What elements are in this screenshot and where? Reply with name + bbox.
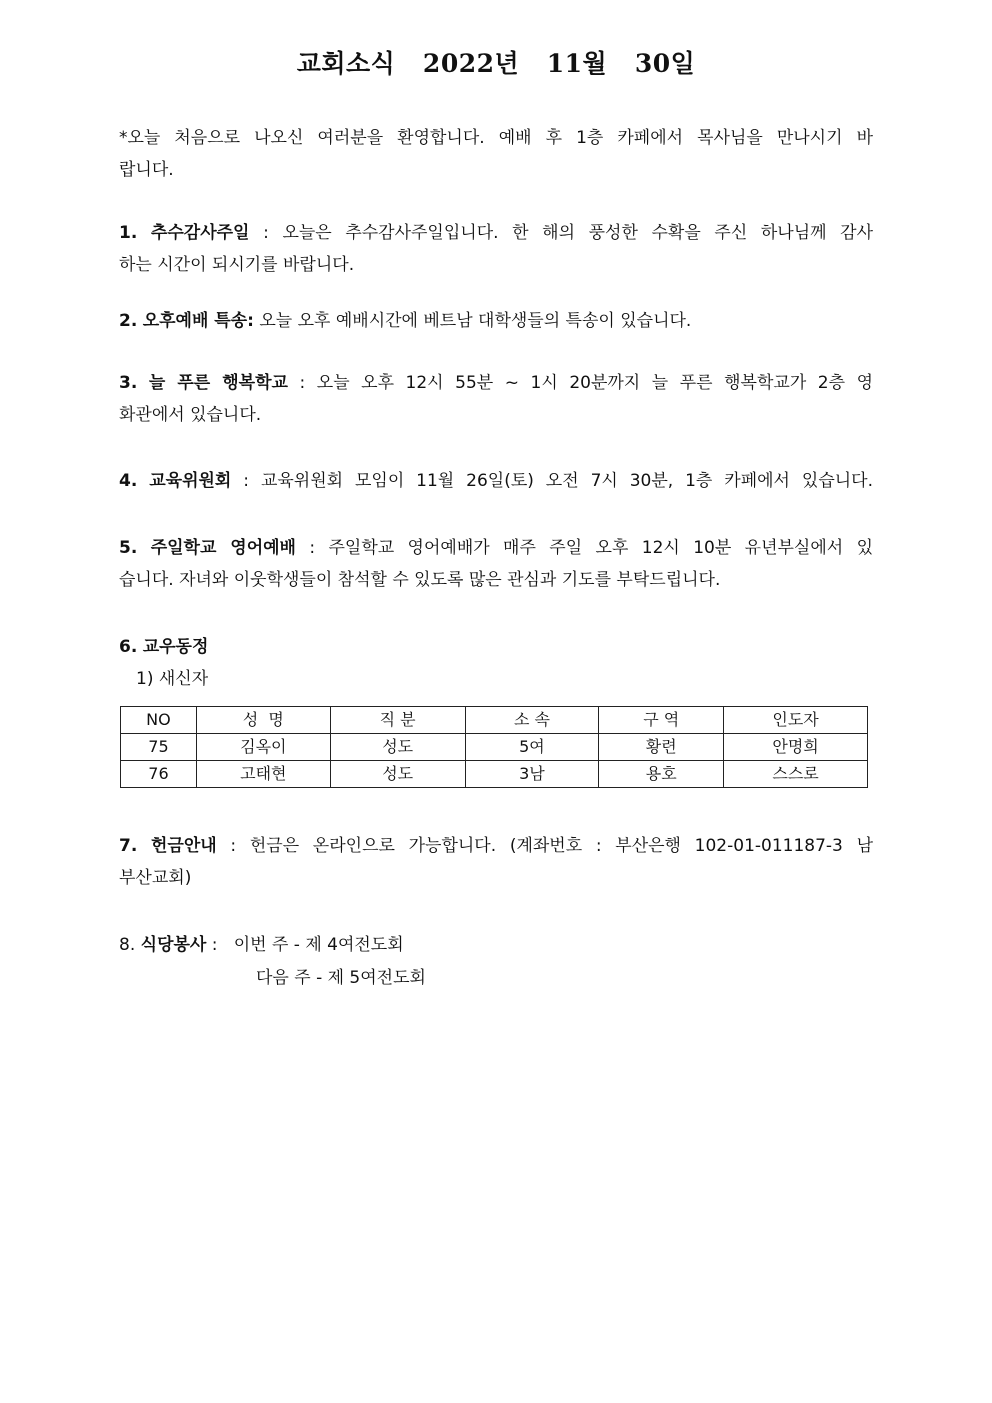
table-row <box>121 761 868 788</box>
item-number: 3. <box>119 373 138 393</box>
item-separator: : <box>231 471 261 491</box>
notice-item-3 <box>119 367 873 431</box>
column-header-position: 직 분 <box>330 707 465 734</box>
notice-item-5 <box>119 532 873 596</box>
column-header-district: 구 역 <box>599 707 724 734</box>
page-title: 교회소식 2022년 11월 30일 <box>296 49 696 78</box>
item-text: 오늘 오후 예배시간에 베트남 대학생들의 특송이 있습니다. <box>253 311 692 331</box>
item-number: 8. <box>119 935 136 955</box>
item-label: 추수감사주일 <box>150 223 250 243</box>
item-text: 교육위원회 모임이 11월 26일(토) 오전 7시 30분, 1층 카페에서 있습니다. <box>260 471 873 491</box>
cell-position: 성도 <box>330 734 465 761</box>
cell-no: 76 <box>121 761 197 788</box>
item-text: 이번 주 - 제 4여전도회 <box>233 935 404 955</box>
cell-group: 3남 <box>465 761 599 788</box>
notice-item-5-line-1 <box>119 532 873 564</box>
item-number: 2. <box>119 311 138 331</box>
cell-guide: 스스로 <box>724 761 868 788</box>
welcome-notice <box>119 122 873 186</box>
notice-item-3-line-1 <box>119 367 873 399</box>
notice-item-7-line-2: 부산교회) <box>119 868 192 888</box>
notice-item-7-line-1 <box>119 830 873 862</box>
notice-item-8-line-2: 다음 주 - 제 5여전도회 <box>256 968 426 988</box>
column-header-group: 소 속 <box>465 707 599 734</box>
item-label: 오후예배 특송: <box>142 311 254 331</box>
cell-district: 용호 <box>599 761 724 788</box>
notice-item-1-line-1 <box>119 217 873 249</box>
item-number: 4. <box>119 471 138 491</box>
notice-item-6 <box>119 631 873 663</box>
cell-no: 75 <box>121 734 197 761</box>
notice-item-6-line-1 <box>119 631 873 663</box>
notice-item-1 <box>119 217 873 281</box>
table-header-row <box>121 707 868 734</box>
cell-position: 성도 <box>330 761 465 788</box>
item-separator: : <box>249 223 283 243</box>
column-header-name: 성 명 <box>196 707 330 734</box>
item-label: 교우동정 <box>142 637 209 657</box>
item-number: 7. <box>119 836 138 856</box>
notice-item-7 <box>119 830 873 894</box>
notice-item-4 <box>119 465 873 497</box>
item-separator: : <box>295 538 329 558</box>
welcome-line-1: *오늘 처음으로 나오신 여러분을 환영합니다. 예배 후 1층 카페에서 목사님을 만나시기 바 <box>119 128 873 148</box>
item-text: 오늘은 추수감사주일입니다. 한 해의 풍성한 수확을 주신 하나님께 감사 <box>282 223 874 243</box>
item-number: 6. <box>119 637 138 657</box>
notice-item-5-line-2: 습니다. 자녀와 이웃학생들이 참석할 수 있도록 많은 관심과 기도를 부탁드립니다. <box>119 570 721 590</box>
item-number: 1. <box>119 223 138 243</box>
item-text: 헌금은 온라인으로 가능합니다. (계좌번호 : 부산은행 102-01-011187-3 남 <box>249 836 873 856</box>
item-text: 오늘 오후 12시 55분 ~ 1시 20분까지 늘 푸른 행복학교가 2층 영 <box>316 373 873 393</box>
notice-item-3-line-2: 화관에서 있습니다. <box>119 405 262 425</box>
item-label: 헌금안내 <box>151 836 217 856</box>
item-label: 주일학교 영어예배 <box>150 538 296 558</box>
item-separator: : <box>206 935 223 955</box>
table-row <box>121 734 868 761</box>
cell-district: 황련 <box>599 734 724 761</box>
cell-name: 김옥이 <box>196 734 330 761</box>
item-label: 식당봉사 <box>140 935 207 955</box>
cell-group: 5여 <box>465 734 599 761</box>
welcome-line-2: 랍니다. <box>119 160 174 180</box>
item-label: 교육위원회 <box>149 471 232 491</box>
column-header-guide: 인도자 <box>724 707 868 734</box>
notice-item-8-line-1 <box>119 929 404 961</box>
notice-item-1-line-2: 하는 시간이 되시기를 바랍니다. <box>119 255 355 275</box>
notice-item-2-line-1 <box>119 305 873 337</box>
cell-name: 고태현 <box>196 761 330 788</box>
item-separator: : <box>287 373 317 393</box>
column-header-no: NO <box>121 707 197 734</box>
notice-item-2 <box>119 305 873 337</box>
item-text: 주일학교 영어예배가 매주 주일 오후 12시 10분 유년부실에서 있 <box>328 538 873 558</box>
item-label: 늘 푸른 행복학교 <box>148 373 288 393</box>
cell-guide: 안명희 <box>724 734 868 761</box>
item-separator: : <box>216 836 250 856</box>
item-number: 5. <box>119 538 138 558</box>
notice-item-4-line-1 <box>119 465 873 497</box>
new-members-subheading: 1) 새신자 <box>136 669 209 689</box>
new-members-table <box>120 706 868 788</box>
